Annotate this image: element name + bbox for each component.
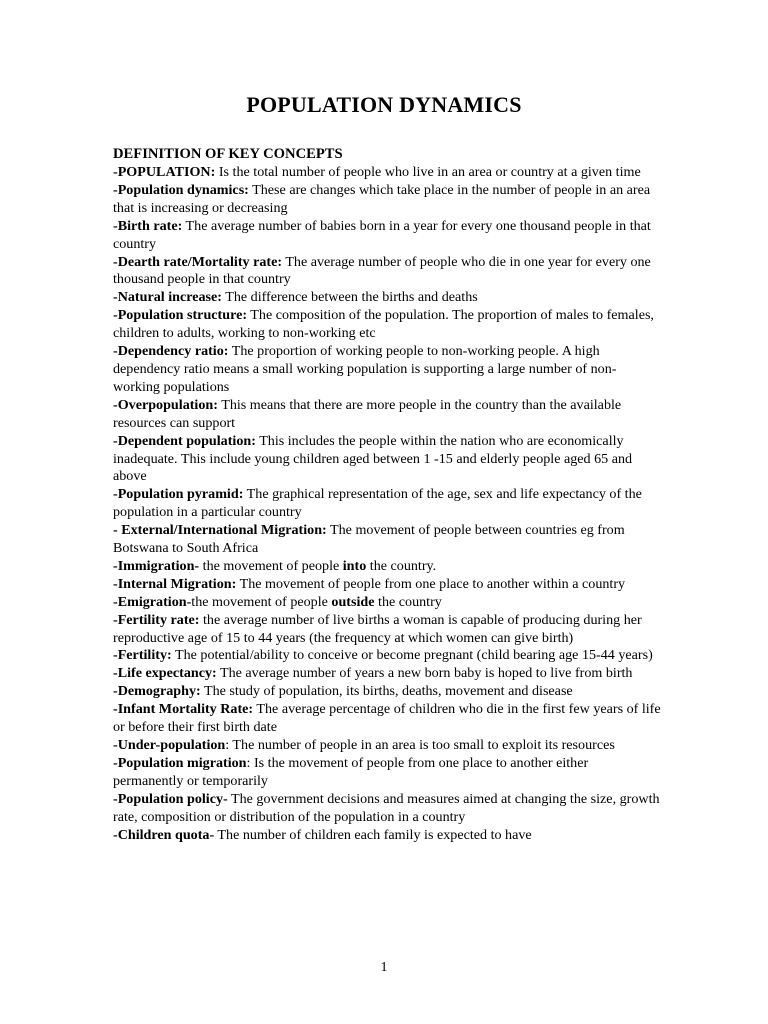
definition-term: -Internal Migration: xyxy=(113,575,237,592)
definition-term: -Birth rate: xyxy=(113,217,183,234)
definition-text-after: the country. xyxy=(366,557,437,574)
definition-text: The movement of people between countries eg from Botswana to South Africa xyxy=(113,522,625,557)
definition-item xyxy=(113,164,661,182)
definition-text: the movement of people xyxy=(199,557,343,574)
definition-term: -Life expectancy: xyxy=(113,665,217,682)
definition-text: The composition of the population. The proportion of males to females, children to adults, working to non-working etc xyxy=(113,307,654,342)
definition-item xyxy=(113,343,661,397)
definition-term: - External/International Migration: xyxy=(113,522,327,539)
definition-item xyxy=(113,791,661,827)
definition-item xyxy=(113,289,661,307)
definition-text: : Is the movement of people from one place to another either permanently or temporarily xyxy=(113,754,589,789)
definition-text: The number of children each family is expected to have xyxy=(214,826,532,843)
definition-text-after: the country xyxy=(374,593,442,610)
definitions-list xyxy=(113,164,661,844)
definition-term: -Natural increase: xyxy=(113,289,222,306)
definition-text: This includes the people within the nation who are economically inadequate. This include young children aged between 1 -15 and elderly people aged 65 and above xyxy=(113,432,633,485)
definition-term: -POPULATION: xyxy=(113,164,216,180)
definition-item xyxy=(113,701,661,737)
definition-item xyxy=(113,683,661,701)
page-title: POPULATION DYNAMICS xyxy=(246,92,522,117)
definition-item xyxy=(113,558,661,576)
definition-term: -Population policy- xyxy=(113,790,228,807)
definition-text: These are changes which take place in the number of people in an area that is increasing or decreasing xyxy=(113,181,651,216)
definition-text: Is the total number of people who live in an area or country at a given time xyxy=(215,164,641,180)
definition-term: -Children quota- xyxy=(113,826,215,843)
definition-text: The government decisions and measures aimed at changing the size, growth rate, composition or distribution of the population in a country xyxy=(113,790,660,825)
definition-item xyxy=(113,397,661,433)
definition-text: the movement of people xyxy=(191,593,332,610)
definition-item xyxy=(113,755,661,791)
definition-item xyxy=(113,612,661,648)
definition-text: : The number of people in an area is too small to exploit its resources xyxy=(225,737,615,753)
definition-term: -Population structure: xyxy=(113,307,248,324)
definition-term: -Fertility: xyxy=(113,647,172,664)
definition-term: -Demography: xyxy=(113,683,201,700)
definition-item xyxy=(113,307,661,343)
definition-item xyxy=(113,665,661,683)
definition-text: The potential/ability to conceive or become pregnant (child bearing age 15-44 years) xyxy=(171,647,653,664)
definition-text: The movement of people from one place to another within a country xyxy=(236,575,626,592)
definition-text: The average percentage of children who die in the first few years of life or before their first birth date xyxy=(113,701,661,736)
definition-emphasis: into xyxy=(342,557,367,574)
definition-emphasis: outside xyxy=(331,593,375,610)
definition-term: -Under-population xyxy=(113,737,226,753)
definition-item xyxy=(113,433,661,487)
definition-term: -Infant Mortality Rate: xyxy=(113,701,254,718)
definition-item xyxy=(113,522,661,558)
section-heading: DEFINITION OF KEY CONCEPTS xyxy=(113,146,343,162)
definition-text: The average number of people who die in one year for every one thousand people in that country xyxy=(113,253,651,288)
definition-item xyxy=(113,486,661,522)
definition-text: The proportion of working people to non-working people. A high dependency ratio means a small working population is supporting a large number of non-working populations xyxy=(113,343,617,395)
definition-text: The average number of years a new born baby is hoped to live from birth xyxy=(216,665,633,682)
definition-term: -Fertility rate: xyxy=(113,611,200,628)
definition-term: -Overpopulation: xyxy=(113,396,218,413)
definition-term: -Dependent population: xyxy=(113,432,256,449)
definition-text: The graphical representation of the age, sex and life expectancy of the population in a particular country xyxy=(113,486,642,521)
definition-term: -Emigration- xyxy=(113,593,192,610)
definition-term: -Population migration xyxy=(113,754,247,771)
definition-item xyxy=(113,737,661,755)
definition-text: The difference between the births and deaths xyxy=(221,289,478,306)
definition-item xyxy=(113,254,661,290)
definition-item xyxy=(113,827,661,845)
definition-item xyxy=(113,218,661,254)
definition-term: -Immigration- xyxy=(113,557,200,574)
definition-item xyxy=(113,576,661,594)
definition-text: the average number of live births a woman is capable of producing during her reproductive age of 15 to 44 years (the frequency at which women can give birth) xyxy=(113,611,642,646)
page-number: 1 xyxy=(380,960,388,975)
definition-text: This means that there are more people in the country than the available resources can support xyxy=(113,396,622,431)
definition-term: -Population dynamics: xyxy=(113,181,249,198)
definition-text: The average number of babies born in a year for every one thousand people in that country xyxy=(113,217,651,252)
definition-item xyxy=(113,594,661,612)
definition-term: -Population pyramid: xyxy=(113,486,244,503)
definition-term: -Dearth rate/Mortality rate: xyxy=(113,253,283,270)
definition-text: The study of population, its births, deaths, movement and disease xyxy=(200,683,573,700)
definition-term: -Dependency ratio: xyxy=(113,343,229,360)
definition-item xyxy=(113,647,661,665)
definition-item xyxy=(113,182,661,218)
